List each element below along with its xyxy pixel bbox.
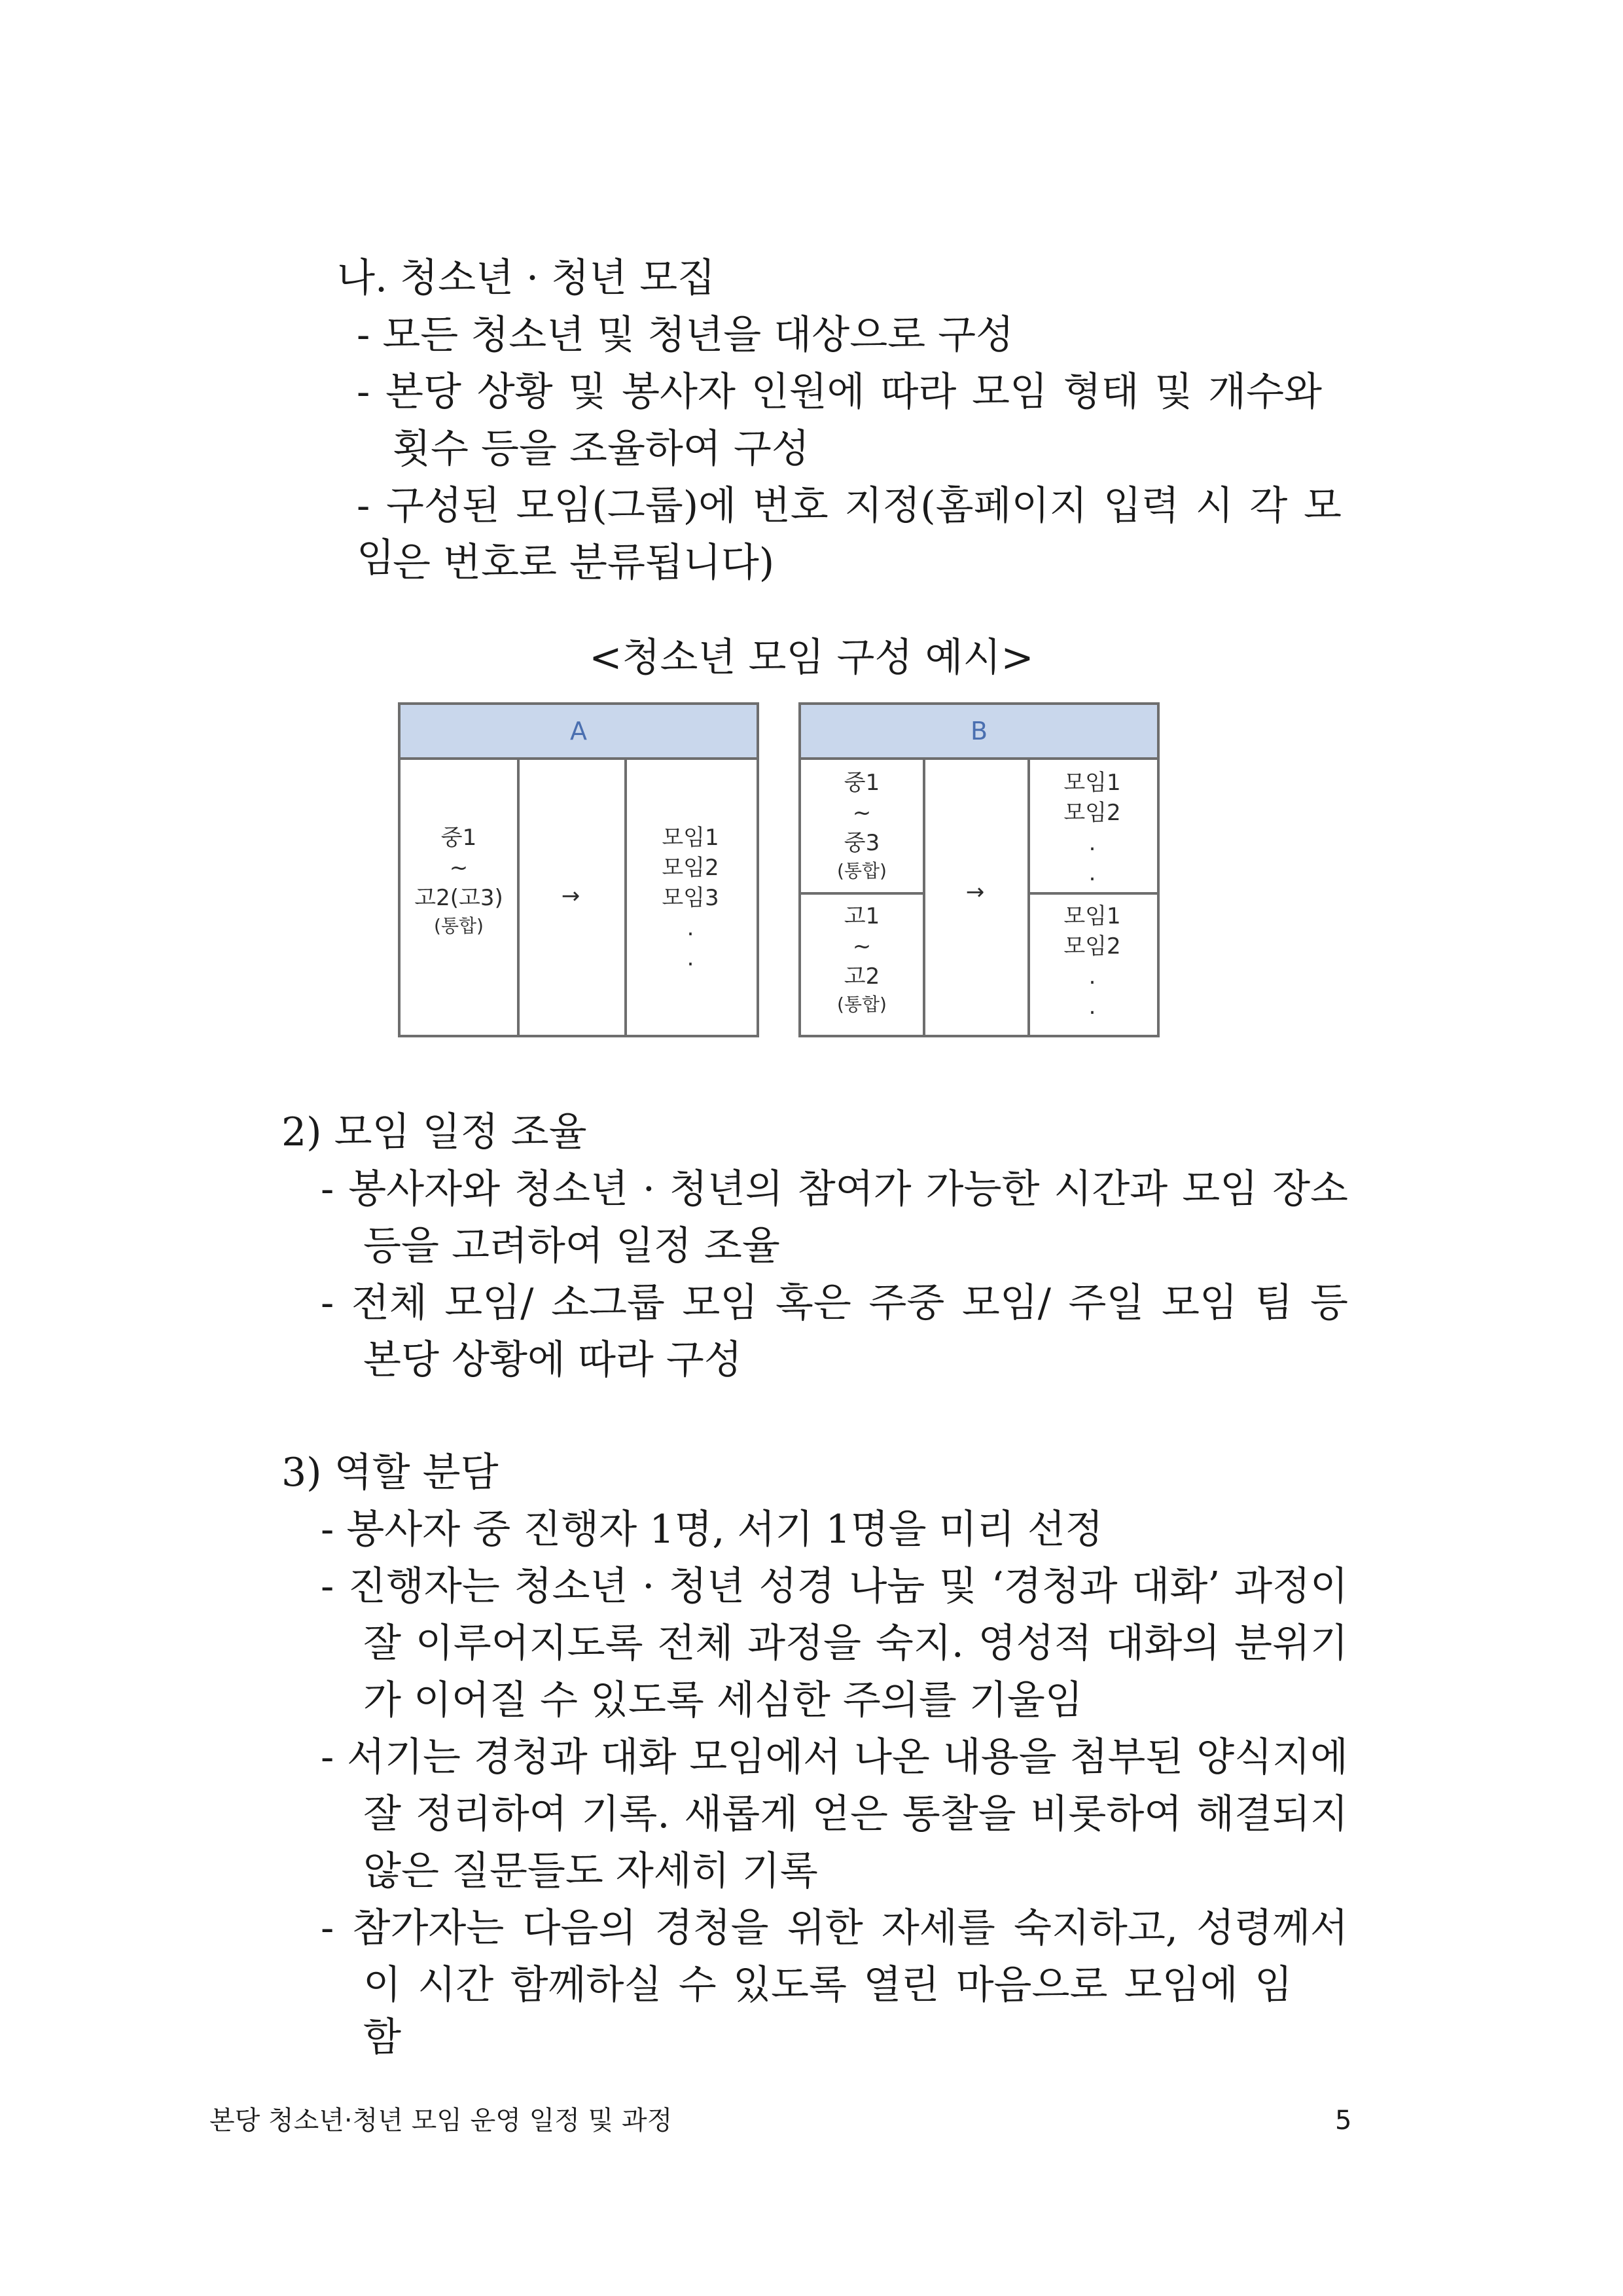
group-range-mark: ~ — [449, 855, 469, 881]
continuation-dot: . — [1088, 830, 1096, 856]
bullet-text-continued: 가 이어질 수 있도록 세심한 주의를 기울임 — [363, 1677, 1083, 1723]
section-heading-recruitment: 나. 청소년 · 청년 모집 — [337, 255, 716, 301]
meeting-label: 모임3 — [662, 885, 719, 911]
group-range-mark: ~ — [852, 933, 872, 960]
group-label: 고2(고3) — [414, 885, 503, 911]
org-table-b — [798, 702, 1160, 1037]
table-divider — [1027, 892, 1157, 895]
bullet-text-continued: 등을 고려하여 일정 조율 — [363, 1223, 780, 1269]
continuation-dot: . — [687, 915, 694, 941]
bullet-text-continued: 잘 정리하여 기록. 새롭게 얻은 통찰을 비롯하여 해결되지 — [363, 1791, 1348, 1837]
meeting-label: 모임2 — [1063, 800, 1121, 826]
continuation-dot: . — [687, 945, 694, 971]
bullet-text: - 진행자는 청소년 · 청년 성경 나눔 및 ‘경청과 대화’ 과정이 — [321, 1564, 1348, 1609]
group-note: (통합) — [837, 994, 887, 1015]
meeting-label: 모임1 — [1063, 770, 1121, 796]
bullet-text-continued: 이 시간 함께하실 수 있도록 열린 마음으로 모임에 임함 — [363, 1962, 1293, 2060]
bullet-text-continued: 횟수 등을 조율하여 구성 — [393, 426, 810, 472]
table-divider — [801, 892, 923, 895]
table-a-header: A — [401, 705, 757, 760]
table-b-group-top-cell — [801, 768, 923, 884]
meeting-label: 모임1 — [662, 825, 719, 851]
bullet-text: - 봉사자와 청소년 · 청년의 참여가 가능한 시간과 모임 장소 — [321, 1166, 1348, 1212]
meeting-label: 모임1 — [1063, 903, 1121, 929]
meeting-label: 모임2 — [1063, 933, 1121, 960]
table-b-meetings-bottom-cell — [1027, 901, 1157, 1022]
table-b-group-bottom-cell — [801, 901, 923, 1018]
bullet-text: - 본당 상황 및 봉사자 인원에 따라 모임 형태 및 개수와 — [357, 369, 1322, 415]
group-label: 고2 — [844, 963, 880, 990]
bullet-text-continued: 은 번호로 분류됩니다) — [393, 540, 775, 586]
meeting-label: 모임2 — [662, 855, 719, 881]
org-table-a — [398, 702, 759, 1037]
continuation-dot: . — [1088, 963, 1096, 990]
bullet-text: - 봉사자 중 진행자 1명, 서기 1명을 미리 선정 — [321, 1507, 1103, 1552]
page-number: 5 — [1335, 2106, 1352, 2136]
footer-title: 본당 청소년·청년 모임 운영 일정 및 과정 — [209, 2106, 673, 2136]
table-b-header: B — [801, 705, 1157, 760]
group-note: (통합) — [434, 915, 484, 937]
bullet-text: - 서기는 경청과 대화 모임에서 나온 내용을 첨부된 양식지에 — [321, 1734, 1348, 1780]
continuation-dot: . — [1088, 860, 1096, 886]
bullet-text-continued: 않은 질문들도 자세히 기록 — [363, 1848, 818, 1894]
group-note: (통합) — [837, 860, 887, 882]
bullet-text: - 참가자는 다음의 경청을 위한 자세를 숙지하고, 성령께서 — [321, 1905, 1348, 1951]
bullet-text: - 모든 청소년 및 청년을 대상으로 구성 — [357, 312, 1014, 358]
group-label: 고1 — [844, 903, 880, 929]
table-a-meetings-cell — [624, 823, 757, 973]
arrow-right-icon: → — [561, 883, 580, 909]
figure-caption: <청소년 모임 구성 예시> — [589, 635, 1034, 681]
arrow-right-icon: → — [965, 879, 985, 905]
table-b-meetings-top-cell — [1027, 768, 1157, 888]
bullet-text-continued: 잘 이루어지도록 전체 과정을 숙지. 영성적 대화의 분위기 — [363, 1621, 1348, 1666]
section-heading-schedule: 2) 모임 일정 조율 — [281, 1109, 587, 1155]
section-heading-roles: 3) 역할 분담 — [281, 1450, 499, 1496]
table-a-group-cell — [401, 823, 517, 939]
bullet-text: - 전체 모임/ 소그룹 모임 혹은 주중 모임/ 주일 모임 팀 등 — [321, 1280, 1348, 1326]
group-label: 중3 — [844, 830, 880, 856]
bullet-text-continued: 본당 상황에 따라 구성 — [363, 1337, 742, 1383]
bullet-text: - 구성된 모임(그룹)에 번호 지정(홈페이지 입력 시 각 모임 — [357, 483, 1342, 581]
group-range-mark: ~ — [852, 800, 872, 826]
group-label: 중1 — [440, 825, 477, 851]
group-label: 중1 — [844, 770, 880, 796]
continuation-dot: . — [1088, 994, 1096, 1020]
